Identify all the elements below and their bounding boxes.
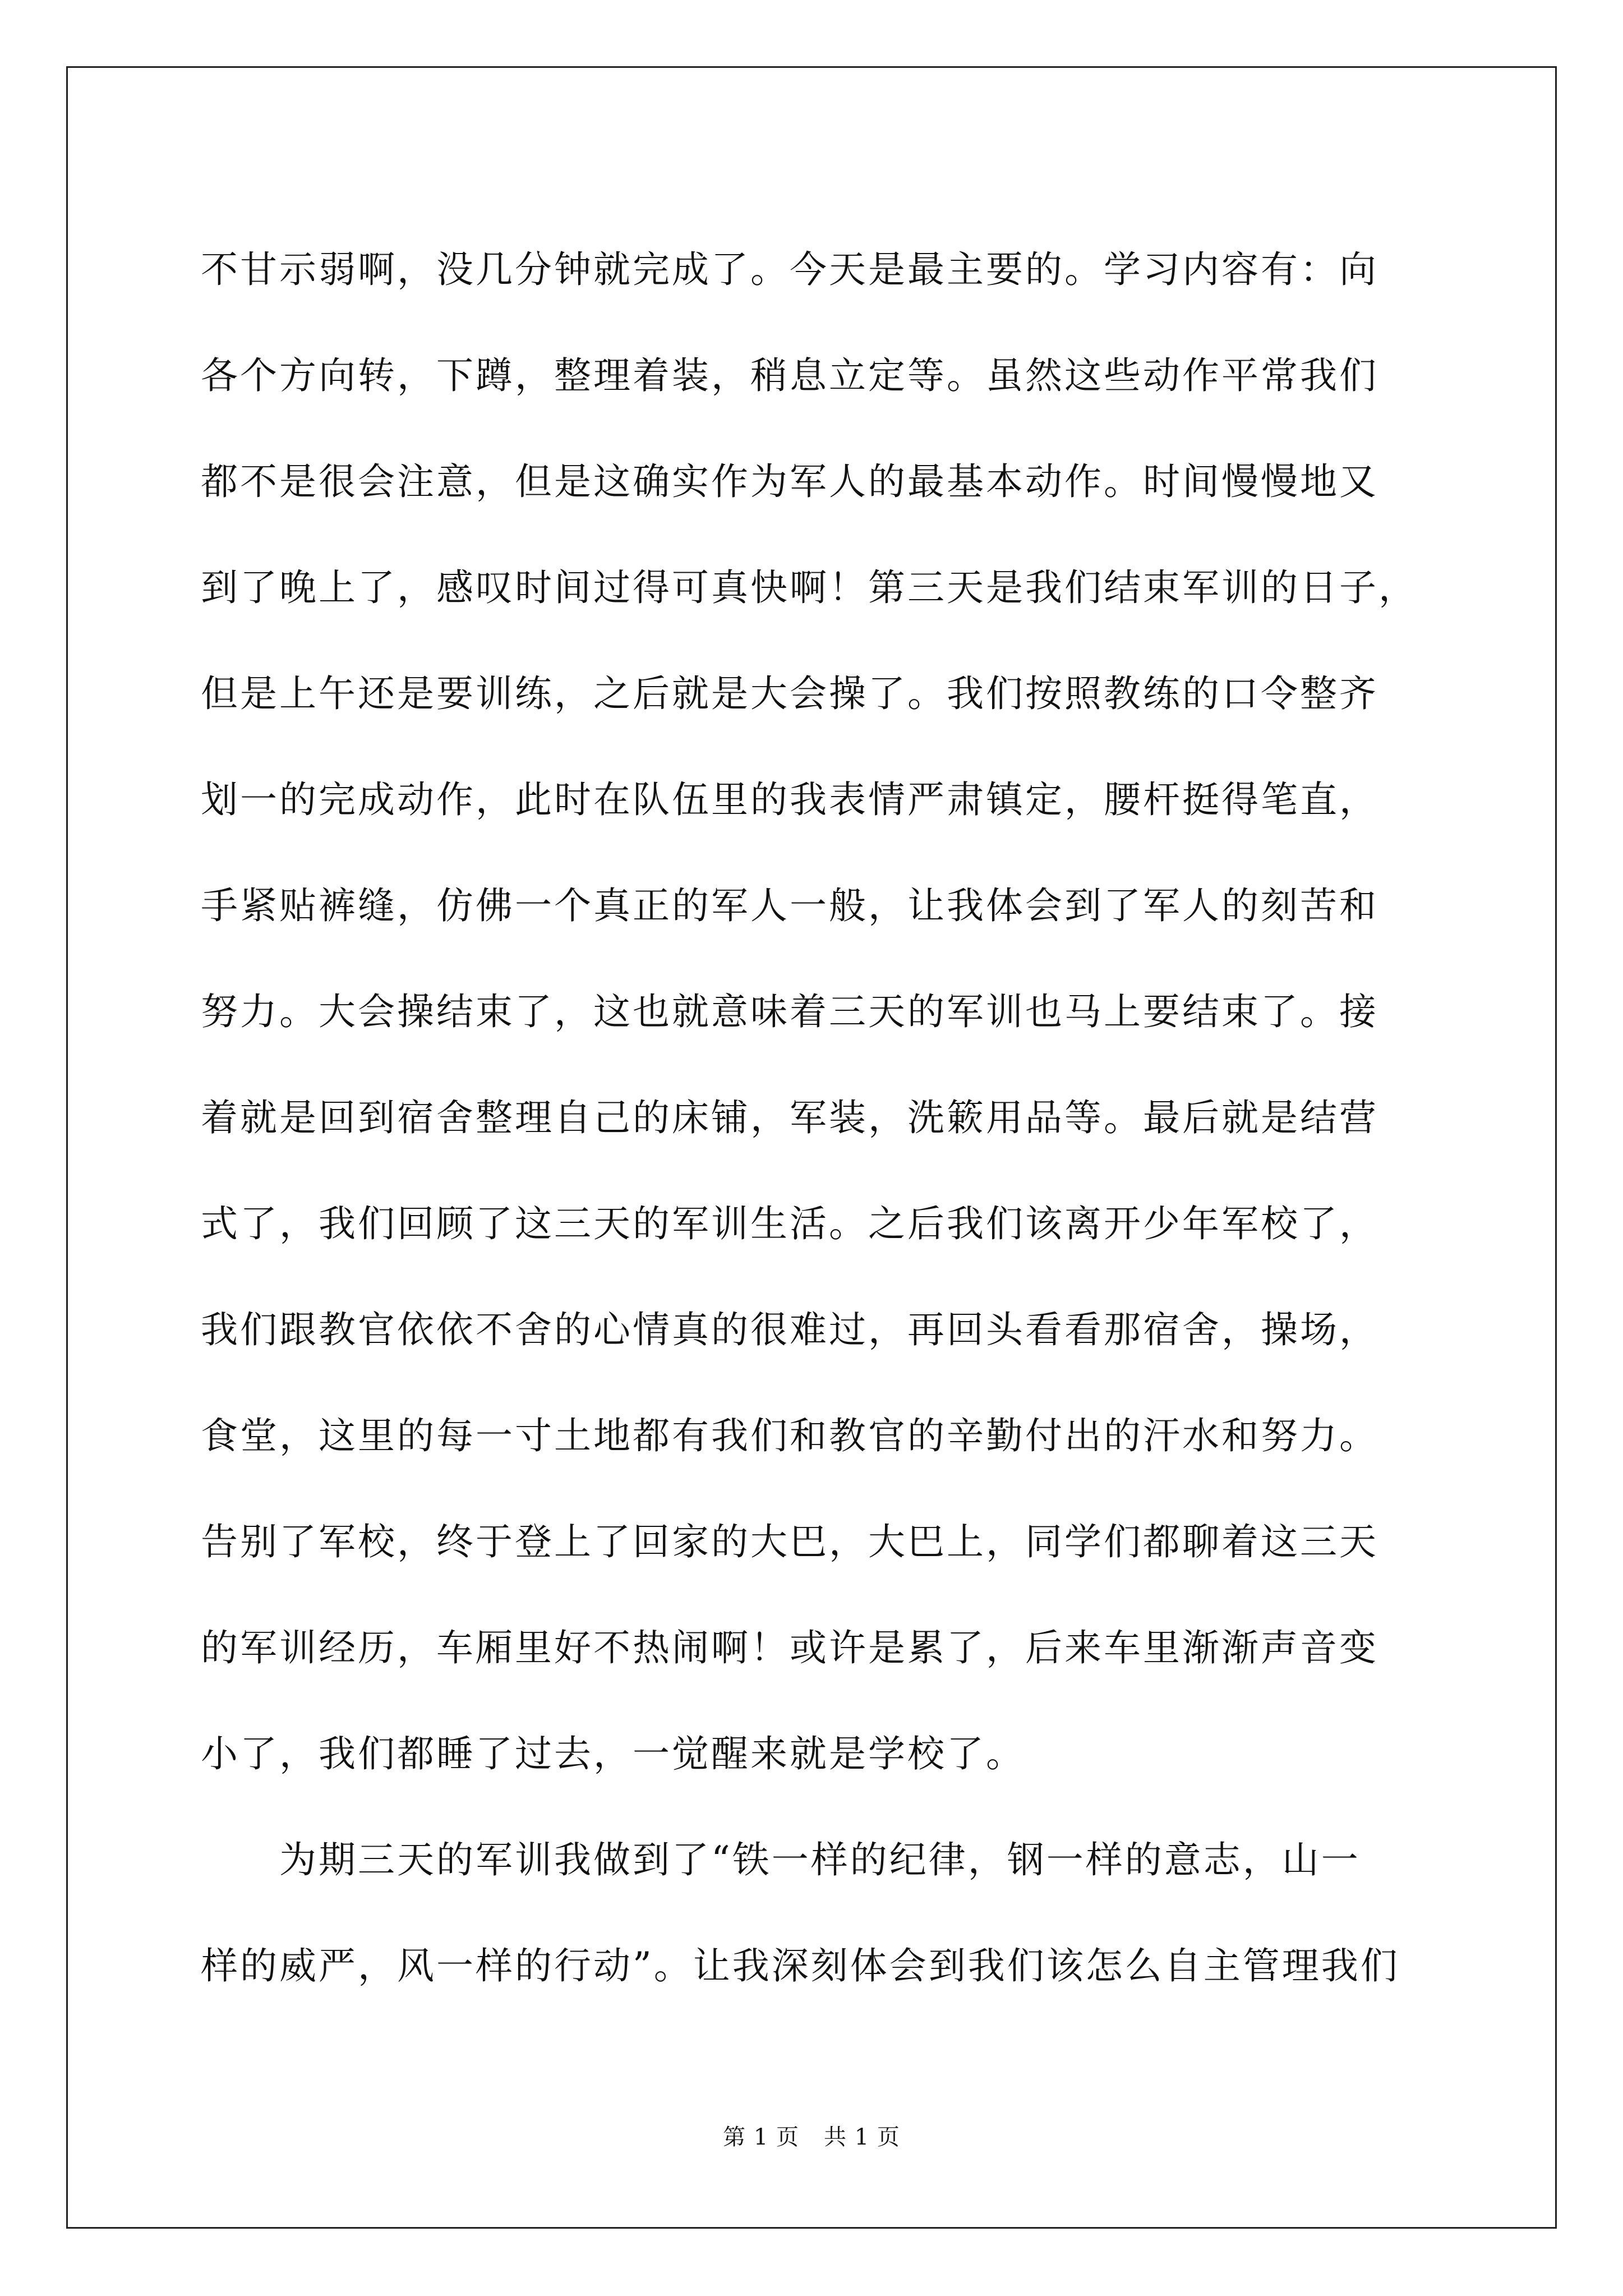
text-line: 努力。大会操结束了，这也就意味着三天的军训也马上要结束了。接 [201, 990, 1378, 1033]
text-line: 着就是回到宿舍整理自己的床铺，军装，洗簌用品等。最后就是结营 [201, 1096, 1378, 1139]
text-line: 食堂，这里的每一寸土地都有我们和教官的辛勤付出的汗水和努力。 [201, 1414, 1378, 1457]
document-body [201, 217, 1457, 2019]
text-line: 都不是很会注意，但是这确实作为军人的最基本动作。时间慢慢地又 [201, 460, 1378, 503]
text-line: 各个方向转，下蹲，整理着装，稍息立定等。虽然这些动作平常我们 [201, 354, 1378, 397]
text-line: 划一的完成动作，此时在队伍里的我表情严肃镇定，腰杆挺得笔直， [201, 778, 1378, 821]
text-line: 到了晚上了，感叹时间过得可真快啊！第三天是我们结束军训的日子， [201, 566, 1418, 609]
text-line: 但是上午还是要训练，之后就是大会操了。我们按照教练的口令整齐 [201, 672, 1378, 715]
text-line: 告别了军校，终于登上了回家的大巴，大巴上，同学们都聊着这三天 [201, 1520, 1378, 1563]
text-line: 不甘示弱啊，没几分钟就完成了。今天是最主要的。学习内容有：向 [201, 248, 1378, 291]
paragraph-first-line: 为期三天的军训我做到了“铁一样的纪律，钢一样的意志，山一 [279, 1838, 1361, 1881]
page-footer [0, 2120, 1623, 2154]
text-line: 手紧贴裤缝，仿佛一个真正的军人一般，让我体会到了军人的刻苦和 [201, 884, 1378, 927]
page-total: 共 1 页 [824, 2124, 900, 2150]
text-line: 式了，我们回顾了这三天的军训生活。之后我们该离开少年军校了， [201, 1202, 1378, 1245]
text-line: 样的威严，风一样的行动”。让我深刻体会到我们该怎么自主管理我们 [201, 1944, 1400, 1987]
text-line: 的军训经历，车厢里好不热闹啊！或许是累了，后来车里渐渐声音变 [201, 1626, 1378, 1669]
text-line: 我们跟教官依依不舍的心情真的很难过，再回头看看那宿舍，操场， [201, 1308, 1378, 1351]
text-line: 小了，我们都睡了过去，一觉醒来就是学校了。 [201, 1732, 1025, 1775]
page-number: 第 1 页 [723, 2124, 799, 2150]
